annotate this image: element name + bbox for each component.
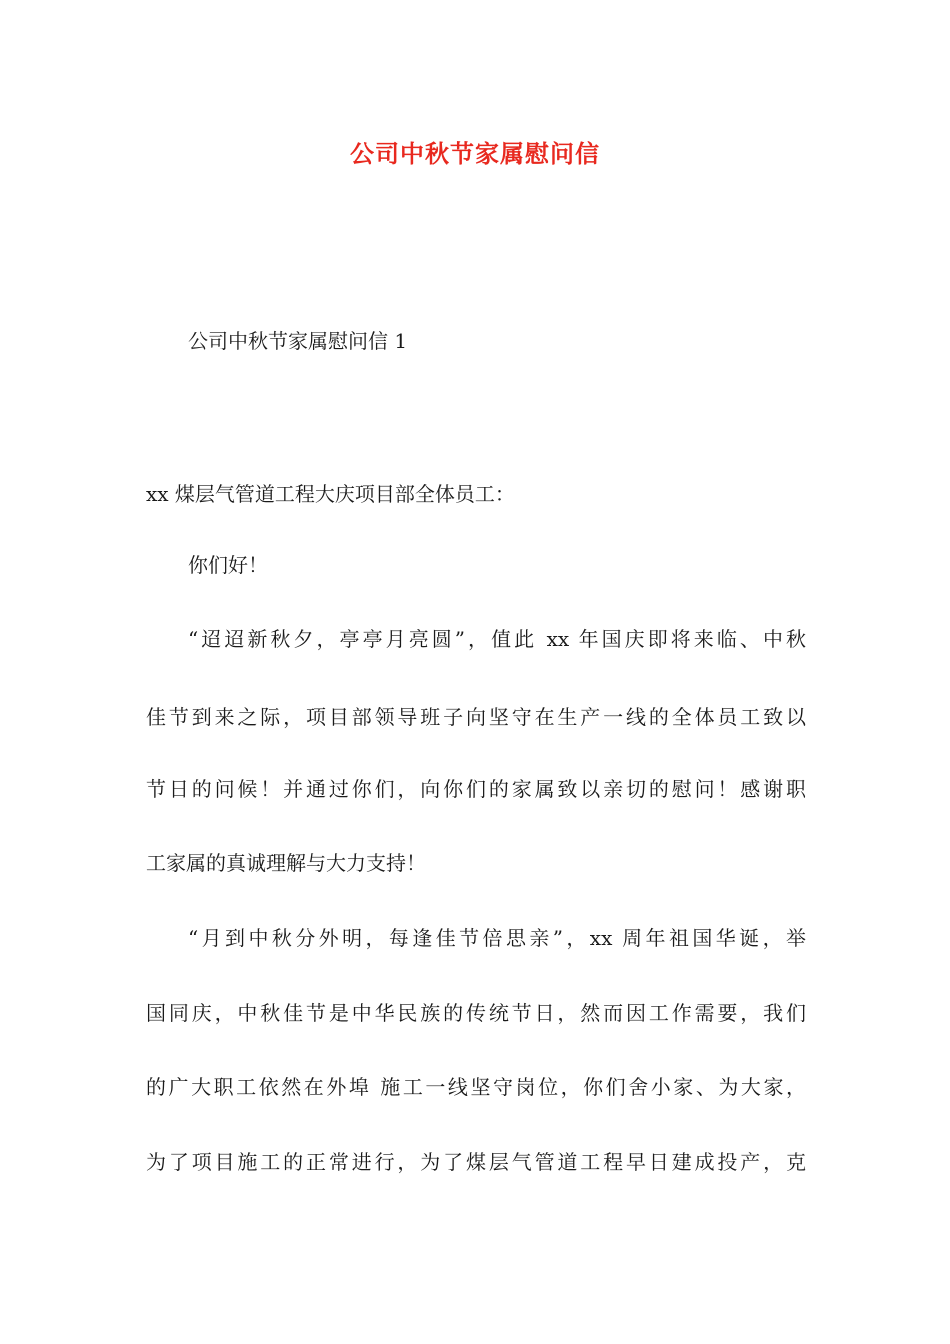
- section-heading: 公司中秋节家属慰问信 1: [188, 329, 408, 353]
- greeting: 你们好！: [188, 553, 268, 577]
- document-title: 公司中秋节家属慰问信: [350, 140, 600, 168]
- paragraph-line: 工家属的真诚理解与大力支持！: [146, 851, 426, 875]
- salutation: xx 煤层气管道工程大庆项目部全体员工：: [146, 482, 515, 506]
- paragraph-line: “月到中秋分外明，每逢佳节倍思亲”，xx 周年祖国华诞，举: [188, 926, 806, 950]
- paragraph-line: 的广大职工依然在外埠 施工一线坚守岗位，你们舍小家、为大家，: [146, 1075, 806, 1099]
- paragraph-line: 佳节到来之际，项目部领导班子向坚守在生产一线的全体员工致以: [146, 705, 806, 729]
- paragraph-line: 节日的问候！并通过你们，向你们的家属致以亲切的慰问！感谢职: [146, 777, 806, 801]
- paragraph-line: 为了项目施工的正常进行，为了煤层气管道工程早日建成投产，克: [146, 1150, 806, 1174]
- paragraph-line: 国同庆，中秋佳节是中华民族的传统节日，然而因工作需要，我们: [146, 1001, 806, 1025]
- paragraph-line: “迢迢新秋夕，亭亭月亮圆”，值此 xx 年国庆即将来临、中秋: [188, 627, 806, 651]
